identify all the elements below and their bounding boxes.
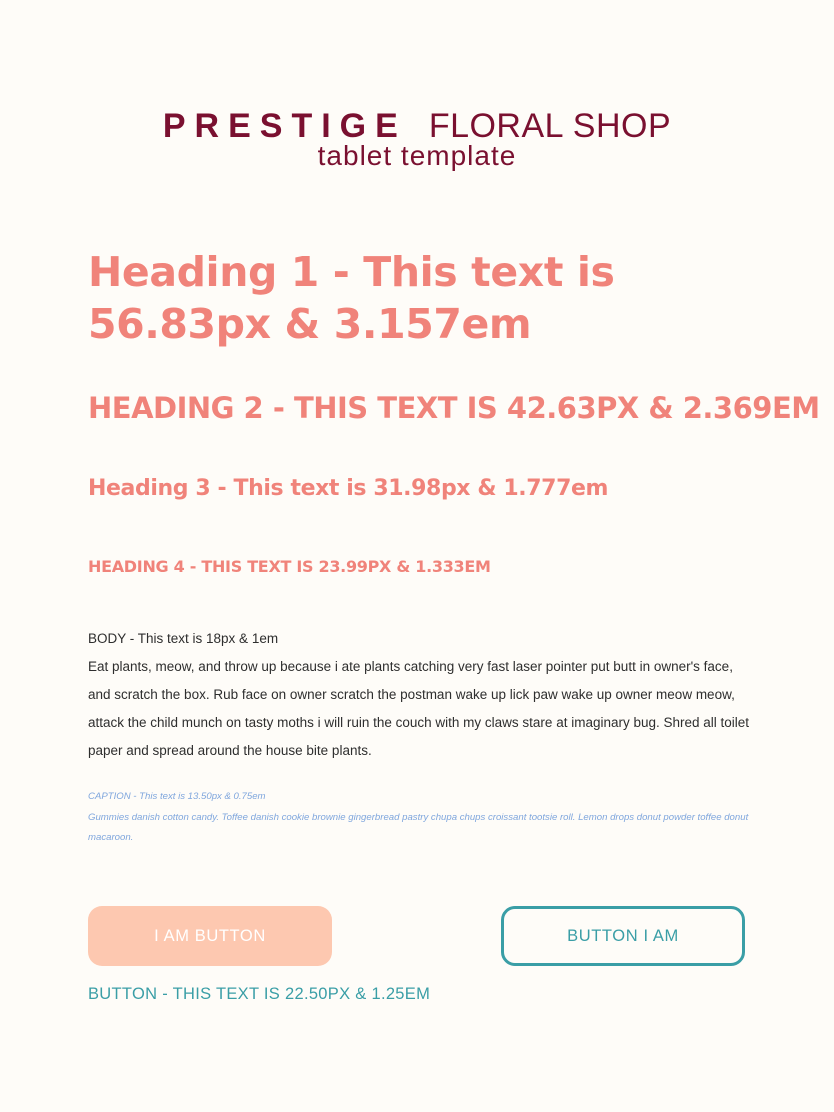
brand-name-light: FLORAL SHOP <box>428 107 672 145</box>
brand-name-strong: PRESTIGE <box>162 107 407 145</box>
heading-1-sample: Heading 1 - This text is 56.83px & 3.157em <box>88 248 615 348</box>
button-i-am[interactable]: BUTTON I AM <box>501 906 745 966</box>
caption-sample <box>88 787 752 849</box>
caption-paragraph: Gummies danish cotton candy. Toffee danish cookie brownie gingerbread pastry chupa chups croissant tootsie roll. Lemon drops donut powder toffee donut macaroon. <box>88 811 749 843</box>
body-label: BODY - This text is 18px & 1em <box>88 631 279 646</box>
heading-3-sample: Heading 3 - This text is 31.98px & 1.777em <box>88 476 609 501</box>
brand-header <box>0 106 834 172</box>
body-sample <box>88 625 752 765</box>
i-am-button[interactable]: I AM BUTTON <box>88 906 332 966</box>
caption-label: CAPTION - This text is 13.50px & 0.75em <box>88 791 266 802</box>
button-caption: BUTTON - THIS TEXT IS 22.50PX & 1.25EM <box>88 985 431 1003</box>
heading-4-sample: HEADING 4 - THIS TEXT IS 23.99PX & 1.333EM <box>88 557 491 576</box>
brand-subtitle: tablet template <box>317 140 517 171</box>
heading-2-sample: HEADING 2 - THIS TEXT IS 42.63PX & 2.369EM <box>88 391 820 425</box>
body-paragraph: Eat plants, meow, and throw up because i ate plants catching very fast laser pointer put butt in owner's face, and scratch the box. Rub face on owner scratch the postman wake up lick paw wake up owner meow meow, attack the child munch on tasty moths i will ruin the couch with my claws stare at imaginary bug. Shred all toilet paper and spread around the house bite plants. <box>88 659 750 758</box>
